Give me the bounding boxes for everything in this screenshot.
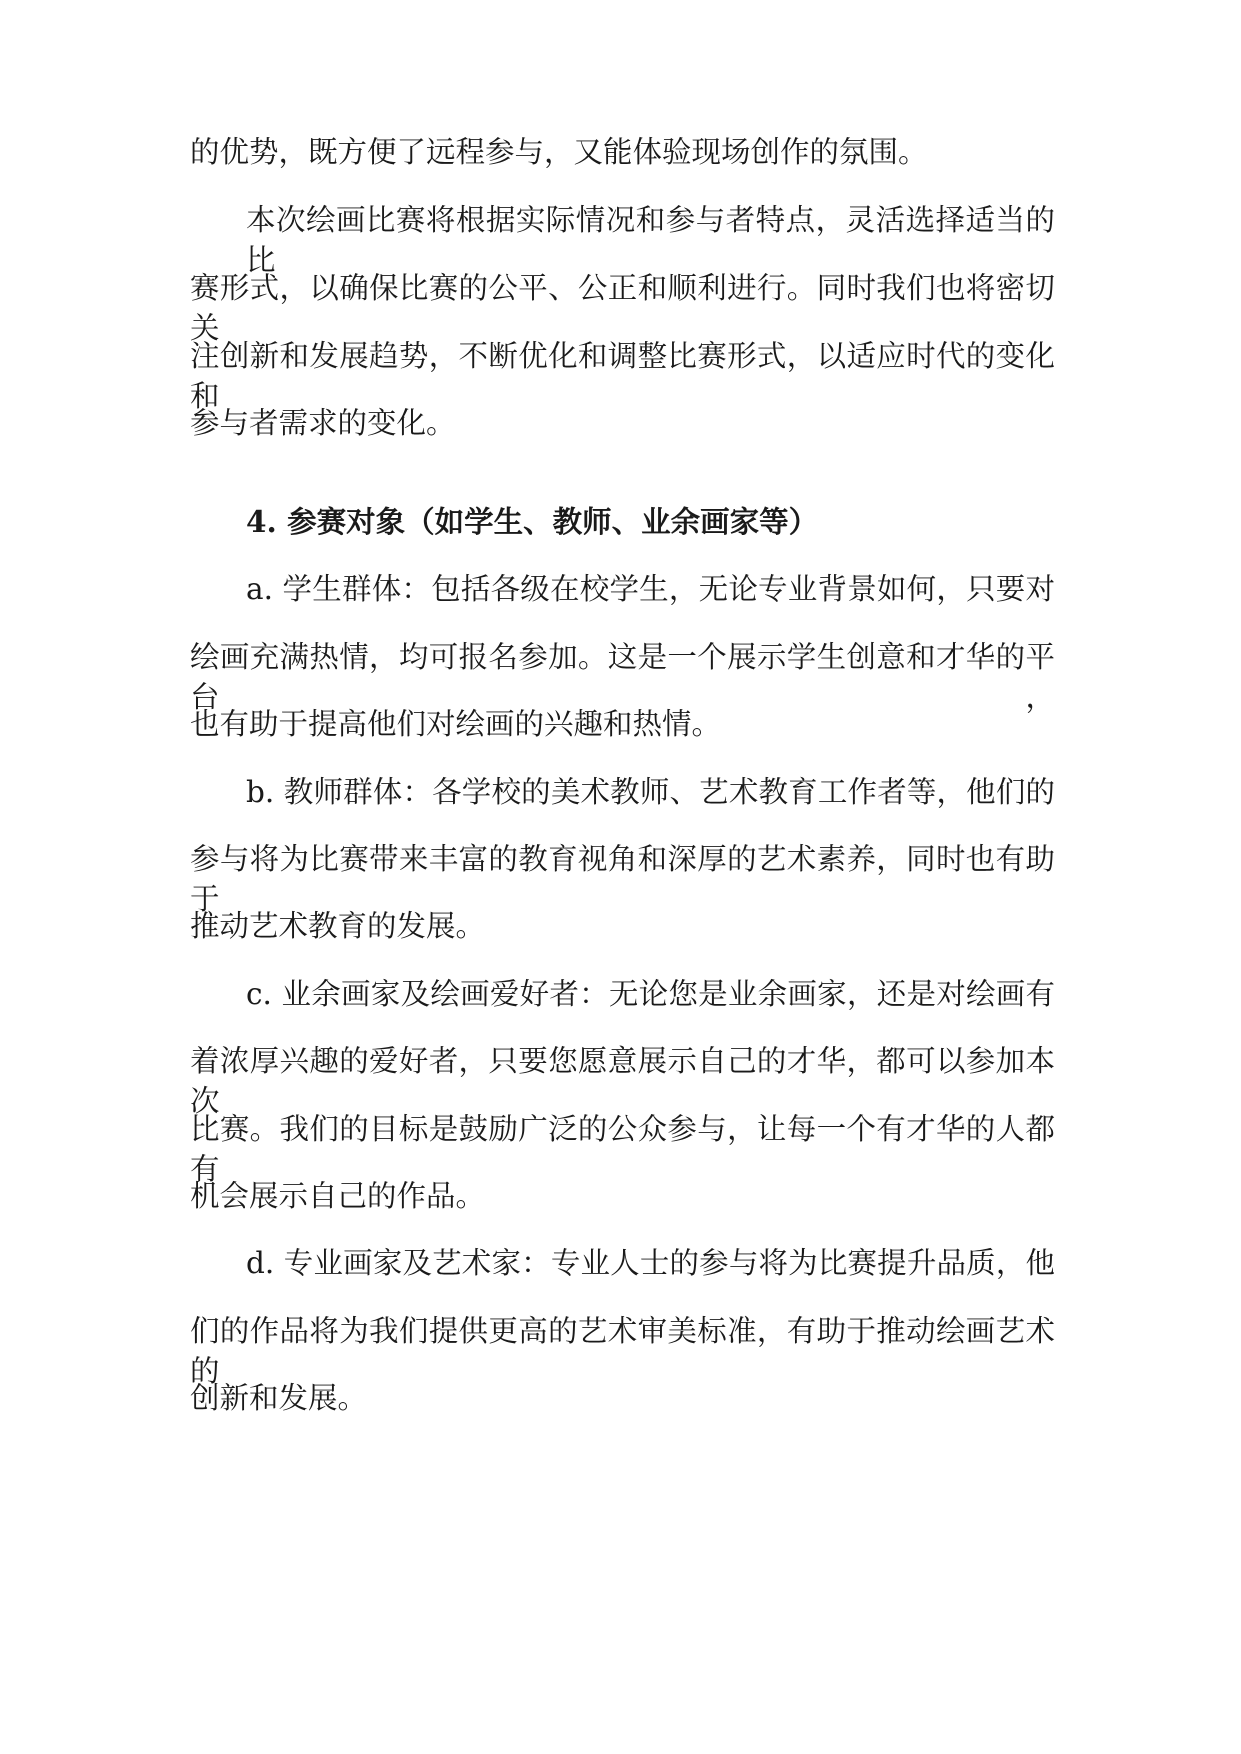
body-text-line: 推动艺术教育的发展。 xyxy=(190,909,486,943)
body-text-line: 注创新和发展趋势，不断优化和调整比赛形式，以适应时代的变化和 xyxy=(190,339,1055,413)
paragraph-first-line: b. 教师群体：各学校的美术教师、艺术教育工作者等，他们的 xyxy=(246,775,1055,809)
body-text-line: 参与将为比赛带来丰富的教育视角和深厚的艺术素养，同时也有助于 xyxy=(190,842,1055,916)
section-heading: 4. 参赛对象（如学生、教师、业余画家等） xyxy=(246,504,819,539)
body-text-line: 绘画充满热情，均可报名参加。这是一个展示学生创意和才华的平台， xyxy=(190,640,1055,714)
body-text-line: 们的作品将为我们提供更高的艺术审美标准，有助于推动绘画艺术的 xyxy=(190,1314,1055,1388)
body-text-line: 也有助于提高他们对绘画的兴趣和热情。 xyxy=(190,707,722,741)
body-text-line: 赛形式，以确保比赛的公平、公正和顺利进行。同时我们也将密切关 xyxy=(190,271,1055,345)
body-text-line: 机会展示自己的作品。 xyxy=(190,1179,486,1213)
body-text-line: 着浓厚兴趣的爱好者，只要您愿意展示自己的才华，都可以参加本次 xyxy=(190,1044,1055,1118)
body-text-line: 创新和发展。 xyxy=(190,1381,368,1415)
body-text-line: 参与者需求的变化。 xyxy=(190,406,456,440)
body-text-line: 比赛。我们的目标是鼓励广泛的公众参与，让每一个有才华的人都有 xyxy=(190,1112,1055,1186)
paragraph-first-line: a. 学生群体：包括各级在校学生，无论专业背景如何，只要对 xyxy=(246,572,1055,606)
body-text-line: 的优势，既方便了远程参与，又能体验现场创作的氛围。 xyxy=(190,135,928,169)
paragraph-first-line: 本次绘画比赛将根据实际情况和参与者特点，灵活选择适当的比 xyxy=(246,203,1055,277)
paragraph-first-line: d. 专业画家及艺术家：专业人士的参与将为比赛提升品质，他 xyxy=(246,1246,1055,1280)
paragraph-first-line: c. 业余画家及绘画爱好者：无论您是业余画家，还是对绘画有 xyxy=(246,977,1055,1011)
